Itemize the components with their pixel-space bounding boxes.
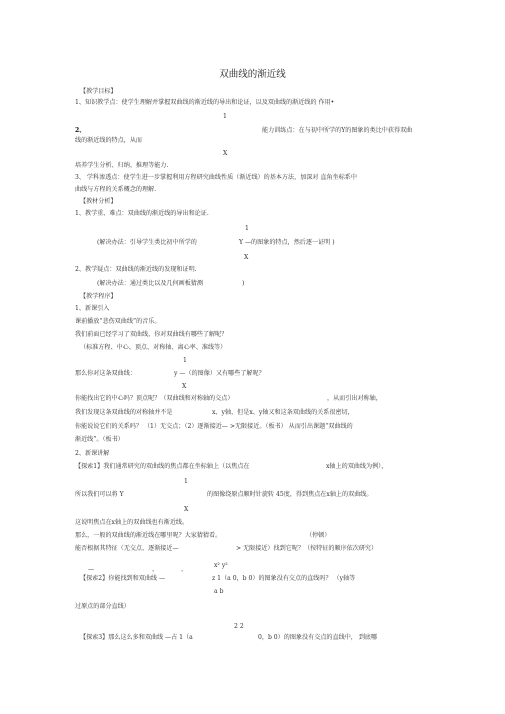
- text-line: （标准方程、中心、顶点、对称轴、离心率、准线等）: [80, 344, 227, 351]
- section-heading: 【教学程序】: [80, 293, 117, 300]
- text-line: x、y轴，但是x、y轴又和这条双曲线的关系很密切，: [212, 409, 354, 416]
- text-line: 3、 学科渗透点：使学生进一步掌握利用方程研究曲线性质（渐近线）的基本方法，加深对 直角坐标系中: [75, 174, 357, 181]
- text-line: 【探索2】你能找到和双曲线 —: [80, 575, 166, 582]
- text-line: 【探索1】我们通常研究的双曲线的焦点都在坐标轴上（以焦点在: [75, 463, 250, 470]
- fraction-numerator: 1: [184, 478, 188, 485]
- text-line: 、: [152, 566, 159, 573]
- fraction-numerator: 1: [223, 113, 227, 120]
- text-line: 能力训练点：在与初中所学的Y的图象的类比中获得双曲: [262, 127, 413, 134]
- text-line: 2、新课讲解: [75, 450, 110, 457]
- text-line: 你能找出它的中心吗？顶点呢？（双曲线和对称轴的交点）: [75, 395, 234, 402]
- text-line: z 1（a 0，b 0）的图象没有交点的直线吗？ （y轴等: [212, 575, 356, 582]
- fraction-numerator: 1: [183, 357, 187, 364]
- fraction-denominator: X: [184, 506, 189, 513]
- text-line: 所以我们可以将 Y: [75, 491, 124, 498]
- text-line: 你能说说它们的关系吗？ （1）无交点；（2）逐渐接近— >无限接近。（板书） 从而引出课题“双曲线的: [75, 423, 353, 430]
- fraction-denominator: X: [182, 383, 187, 390]
- text-line: 【探索3】那么这么多和双曲线 —占 1（a: [80, 634, 193, 641]
- text-line: ，从而引出对称轴，: [327, 395, 382, 402]
- text-line: 课前播放“悲伤双曲线”的音乐。: [75, 318, 161, 325]
- section-heading: 【教材分析】: [80, 198, 117, 205]
- text-line: 渐近线”。（板书）: [75, 436, 124, 443]
- text-line: 能否根据其特征（无交点、逐渐接近—: [75, 545, 179, 552]
- text-line: 那么你对这条双曲线：: [75, 370, 136, 377]
- text-line: Y —的图象的特点，然后逐一证明 ): [239, 239, 335, 246]
- text-line: 1、新课引入: [75, 305, 110, 312]
- section-heading: 【教学目标】: [80, 88, 117, 95]
- text-line: 的图像绕原点顺时针旋转 45度，得到焦点在x轴上的双曲线。: [207, 491, 373, 498]
- text-line: (解决办法：通过类比以及几何画板猜测: [97, 280, 203, 287]
- text-line: （停顿）: [306, 532, 331, 539]
- document-title: 双曲线的渐近线: [219, 69, 286, 80]
- text-line: 0，b 0）的图象没有交点的直线中， 到底哪: [258, 634, 378, 641]
- text-line: 那么，一般的双曲线的渐近线在哪里呢？大家猜猜看。: [75, 532, 222, 539]
- text-line: > 无限接近）找到它呢？（按特征的顺序依次研究）: [236, 545, 378, 552]
- text-line: 1、知识教学点：使学生理解并掌握双曲线的渐近线的导出和论证，以及双曲线的渐近线的 作用•: [75, 99, 335, 106]
- text-line: 我们发现这条双曲线的对称轴并不是: [75, 409, 173, 416]
- equation-numerator: x² y²: [214, 562, 228, 569]
- text-line: (解决办法：引导学生类比初中所学的: [97, 239, 197, 246]
- fraction-denominator: X: [223, 150, 228, 157]
- text-line: 1、教学重、难点：双曲线的渐近线的导出和论证.: [75, 210, 209, 217]
- text-line: x轴上的双曲线为例），: [326, 463, 388, 470]
- text-line: 、: [181, 566, 188, 573]
- text-line: 线的渐近线的特点，从而: [75, 137, 143, 144]
- text-line: 培养学生分析、归纳、推理等能力.: [75, 162, 169, 169]
- text-line: 过原点的部分直线）: [75, 603, 130, 610]
- text-line: ): [242, 280, 245, 287]
- fraction-denominator: X: [244, 254, 249, 261]
- equation-numerator: 2 2: [234, 623, 244, 630]
- text-line: 2、教学疑点：双曲线的渐近线的发现和证明.: [75, 266, 197, 273]
- text-line: —: [88, 566, 95, 573]
- text-line: 这说明焦点在x轴上的双曲线也有渐近线。: [75, 519, 189, 526]
- text-line: 我们前面已经学习了双曲线，你对双曲线有哪些了解呢？: [75, 331, 228, 338]
- equation-denominator: a b: [214, 588, 224, 595]
- list-number: 2、: [75, 127, 86, 134]
- text-line: y —（的图像）又有哪些了解呢？: [174, 370, 265, 377]
- text-line: 曲线与方程的关系概念的理解.: [75, 186, 157, 193]
- fraction-numerator: 1: [245, 225, 249, 232]
